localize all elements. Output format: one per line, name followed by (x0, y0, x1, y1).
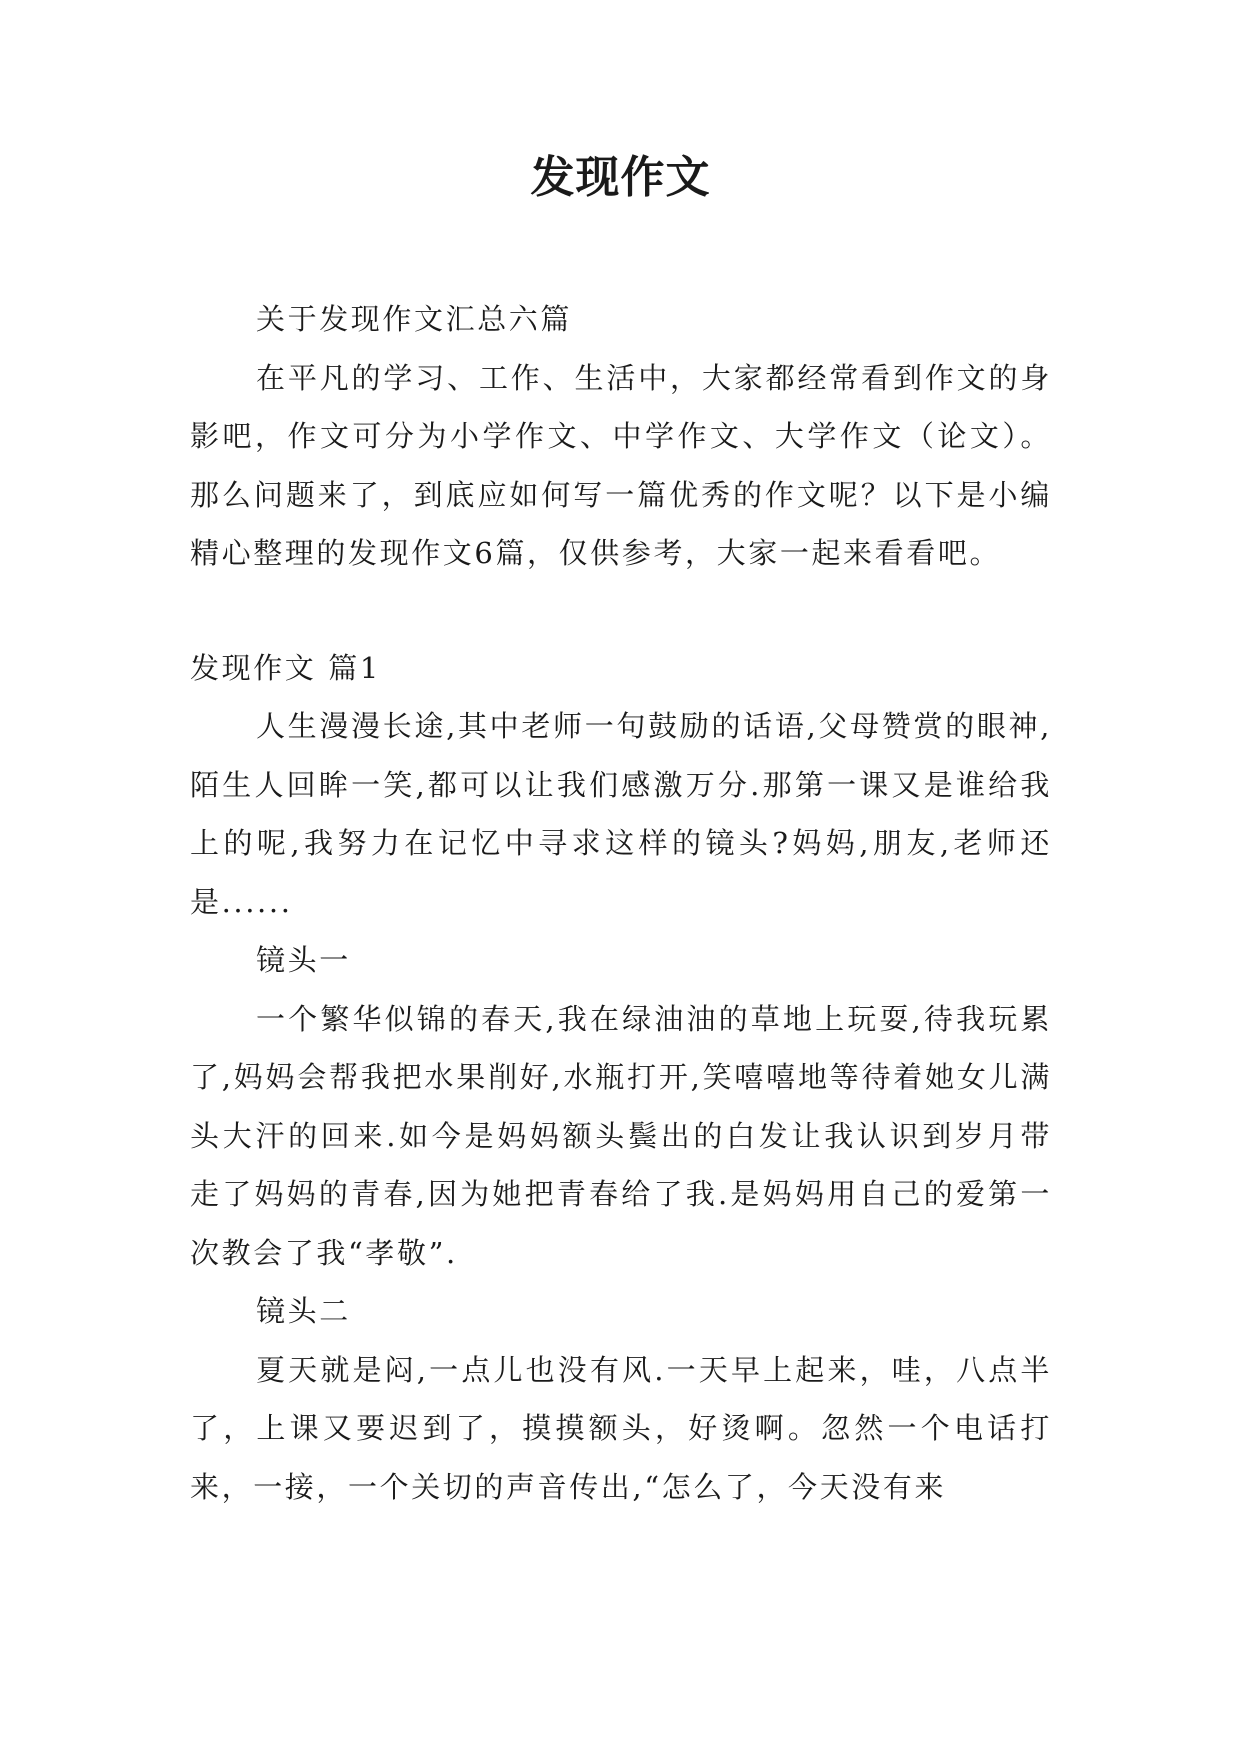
body-paragraph: 一个繁华似锦的春天,我在绿油油的草地上玩耍,待我玩累了,妈妈会帮我把水果削好,水瓶打开,笑嘻嘻地等待着她女儿满头大汗的回来.如今是妈妈额头鬓出的白发让我认识到岁月带走了妈妈的青春,因为她把青春给了我.是妈妈用自己的爱第一次教会了我“孝敬”. (190, 1001, 1052, 1270)
section-spacer (190, 583, 1052, 639)
intro-heading: 关于发现作文汇总六篇 (256, 302, 573, 336)
body-paragraph: 人生漫漫长途,其中老师一句鼓励的话语,父母赞赏的眼神,陌生人回眸一笑,都可以让我们感激万分.那第一课又是谁给我上的呢,我努力在记忆中寻求这样的镜头?妈妈,朋友,老师还是...... (190, 709, 1052, 919)
document-body (190, 290, 1052, 1516)
section-heading: 发现作文 篇1 (190, 650, 381, 685)
subheading-scene-one: 镜头一 (256, 943, 351, 977)
page-title: 发现作文 (530, 152, 711, 203)
intro-paragraph: 在平凡的学习、工作、生活中，大家都经常看到作文的身影吧，作文可分为小学作文、中学作文、大学作文（论文）。那么问题来了，到底应如何写一篇优秀的作文呢？以下是小编精心整理的发现作文6篇，仅供参考，大家一起来看看吧。 (190, 360, 1052, 570)
body-paragraph: 夏天就是闷,一点儿也没有风.一天早上起来，哇，八点半了，上课又要迟到了，摸摸额头，好烫啊。忽然一个电话打来，一接，一个关切的声音传出,“怎么了，今天没有来 (190, 1352, 1052, 1504)
subheading-scene-two: 镜头二 (256, 1294, 351, 1328)
